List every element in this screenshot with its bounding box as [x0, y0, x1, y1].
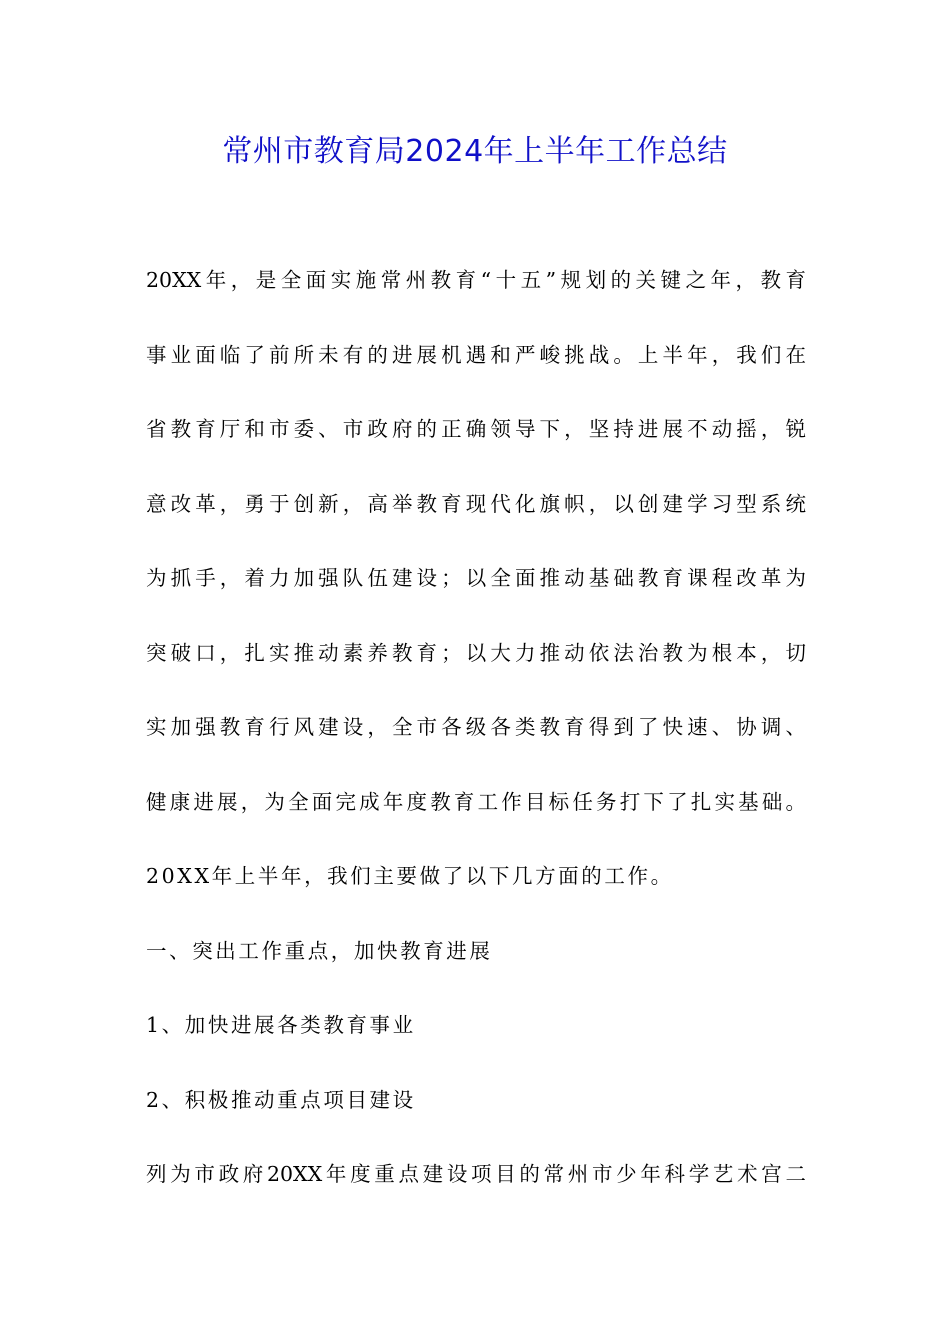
- subheading-1: 1、加快进展各类教育事业: [146, 1013, 416, 1037]
- paragraph-line-7: 实加强教育行风建设，全市各级各类教育得到了快速、协调、: [146, 715, 806, 739]
- subheading-2: 2、积极推动重点项目建设: [146, 1087, 416, 1112]
- paragraph-line-1: 20XX年，是全面实施常州教育“十五”规划的关键之年，教育: [146, 268, 806, 292]
- paragraph-line-9: 20XX年上半年，我们主要做了以下几方面的工作。: [146, 864, 674, 888]
- document-body: [146, 262, 806, 1231]
- paragraph-line-6: 突破口，扎实推动素养教育；以大力推动依法治教为根本，切: [146, 640, 806, 665]
- section-heading-1: 一、突出工作重点，加快教育进展: [146, 938, 493, 963]
- paragraph-line-3: 省教育厅和市委、市政府的正确领导下，坚持进展不动摇，锐: [146, 417, 806, 441]
- paragraph-line-4: 意改革，勇于创新，高举教育现代化旗帜，以创建学习型系统: [146, 491, 806, 516]
- paragraph-line-10: 列为市政府20XX年度重点建设项目的常州市少年科学艺术宫二: [146, 1162, 806, 1186]
- paragraph-line-2: 事业面临了前所未有的进展机遇和严峻挑战。上半年，我们在: [146, 342, 806, 367]
- paragraph-line-5: 为抓手，着力加强队伍建设；以全面推动基础教育课程改革为: [146, 566, 806, 590]
- paragraph-line-8: 健康进展，为全面完成年度教育工作目标任务打下了扎实基础。: [146, 789, 806, 814]
- document-title: 常州市教育局2024年上半年工作总结: [222, 134, 728, 169]
